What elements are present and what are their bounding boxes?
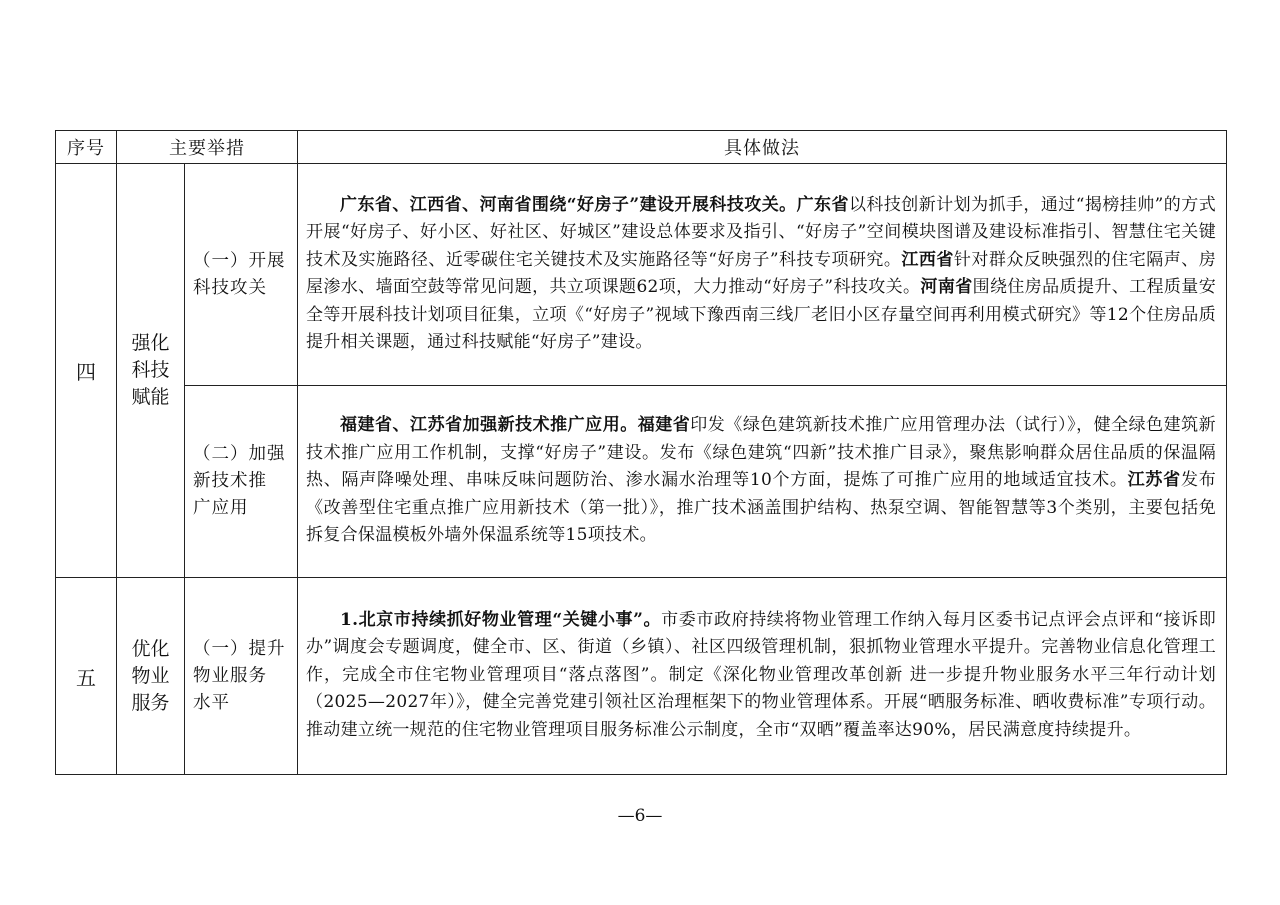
sub-title-line: 广应用 [193, 498, 249, 518]
province-name: 河南省 [920, 277, 973, 297]
table-row [56, 164, 1227, 386]
sub-title-line: 物业服务 [193, 665, 267, 686]
category-line: 优化 [131, 637, 170, 660]
practice-detail: 市委市政府持续将物业管理工作纳入每月区委书记点评会点评和“接诉即办”调度会专题调度，健全市、区、街道（乡镇）、社区四级管理机制，狠抓物业管理水平提升。完善物业信息化管理工作，完成全市住宅物业管理项目“落点落图”。制定《深化物业管理改革创新 进一步提升物业服务水平三年行动计划（2025—2027年）》，健全完善党建引领社区治理框架下的物业管理体系。开展“晒服务标准、晒收费标准”专项行动。推动建立统一规范的住宅物业管理项目服务标准公示制度，全市“双晒”覆盖率达90%，居民满意度持续提升。 [306, 609, 1216, 740]
province-name: 广东省 [796, 194, 849, 215]
category-line: 赋能 [131, 386, 170, 408]
category-line: 科技 [131, 359, 170, 381]
sub-title-line: 科技攻关 [193, 277, 267, 298]
sub-measure-title [185, 164, 298, 386]
row-seq-5: 五 [56, 578, 117, 775]
row-category-4 [117, 164, 185, 578]
table-row [56, 386, 1227, 578]
practice-lead: 广东省、江西省、河南省围绕“好房子”建设开展科技攻关。 [340, 194, 797, 215]
category-line: 强化 [131, 332, 170, 354]
practice-detail: 围绕住房品质提升、工程质量安全等开展科技计划项目征集，立项《“好房子”视域下豫西南三线厂老旧小区存量空间再利用模式研究》等12个住房品质提升相关课题，通过科技赋能“好房子”建设。 [306, 277, 1217, 352]
practice-text [298, 164, 1227, 386]
category-line: 物业 [131, 664, 170, 687]
sub-measure-title [185, 386, 298, 578]
province-name: 江西省 [901, 249, 954, 270]
practice-lead: 福建省、江苏省加强新技术推广应用。 [340, 415, 638, 436]
practice-detail: 发布《改善型住宅重点推广应用新技术（第一批）》，推广技术涵盖围护结构、热泵空调、智能智慧等3个类别，主要包括免拆复合保温模板外墙外保温系统等15项技术。 [306, 470, 1216, 546]
table-header-row [56, 131, 1227, 164]
header-seq: 序号 [56, 131, 117, 164]
practice-detail: 印发《绿色建筑新技术推广应用管理办法（试行）》，健全绿色建筑新技术推广应用工作机制，支撑“好房子”建设。发布《绿色建筑“四新”技术推广目录》，聚焦影响群众居住品质的保温隔热、隔声降噪处理、串味反味问题防治、渗水漏水治理等10个方面，提炼了可推广应用的地域适宜技术。 [306, 415, 1216, 491]
page-number: —6— [617, 806, 663, 826]
practice-text [298, 578, 1227, 775]
row-seq-4: 四 [56, 164, 117, 578]
sub-title-line: （二）加强 [193, 444, 286, 464]
category-line: 服务 [131, 691, 170, 714]
practice-detail: 以科技创新计划为抓手，通过“揭榜挂帅”的方式开展“好房子、好小区、好社区、好城区”建设总体要求及指引、“好房子”空间模块图谱及建设标准指引、智慧住宅关键技术及实施路径、近零碳住宅关键技术及实施路径等“好房子”科技专项研究。 [306, 194, 1217, 270]
sub-title-line: （一）提升 [193, 638, 286, 659]
sub-measure-title [185, 578, 298, 775]
row-category-5 [117, 578, 185, 775]
sub-title-line: 新技术推 [193, 471, 267, 491]
practice-text [298, 386, 1227, 578]
practice-detail: 针对群众反映强烈的住宅隔声、房屋渗水、墙面空鼓等常见问题，共立项课题62项，大力推动“好房子”科技攻关。 [306, 249, 1217, 297]
province-name: 江苏省 [1127, 470, 1181, 491]
sub-title-line: （一）开展 [193, 250, 286, 271]
table-row [56, 578, 1227, 775]
practice-lead: 1.北京市持续抓好物业管理“关键小事”。 [340, 609, 662, 630]
measures-table [55, 130, 1227, 775]
header-measures: 主要举措 [117, 131, 298, 164]
sub-title-line: 水平 [193, 692, 230, 713]
province-name: 福建省 [637, 415, 691, 436]
header-practices: 具体做法 [298, 131, 1227, 164]
